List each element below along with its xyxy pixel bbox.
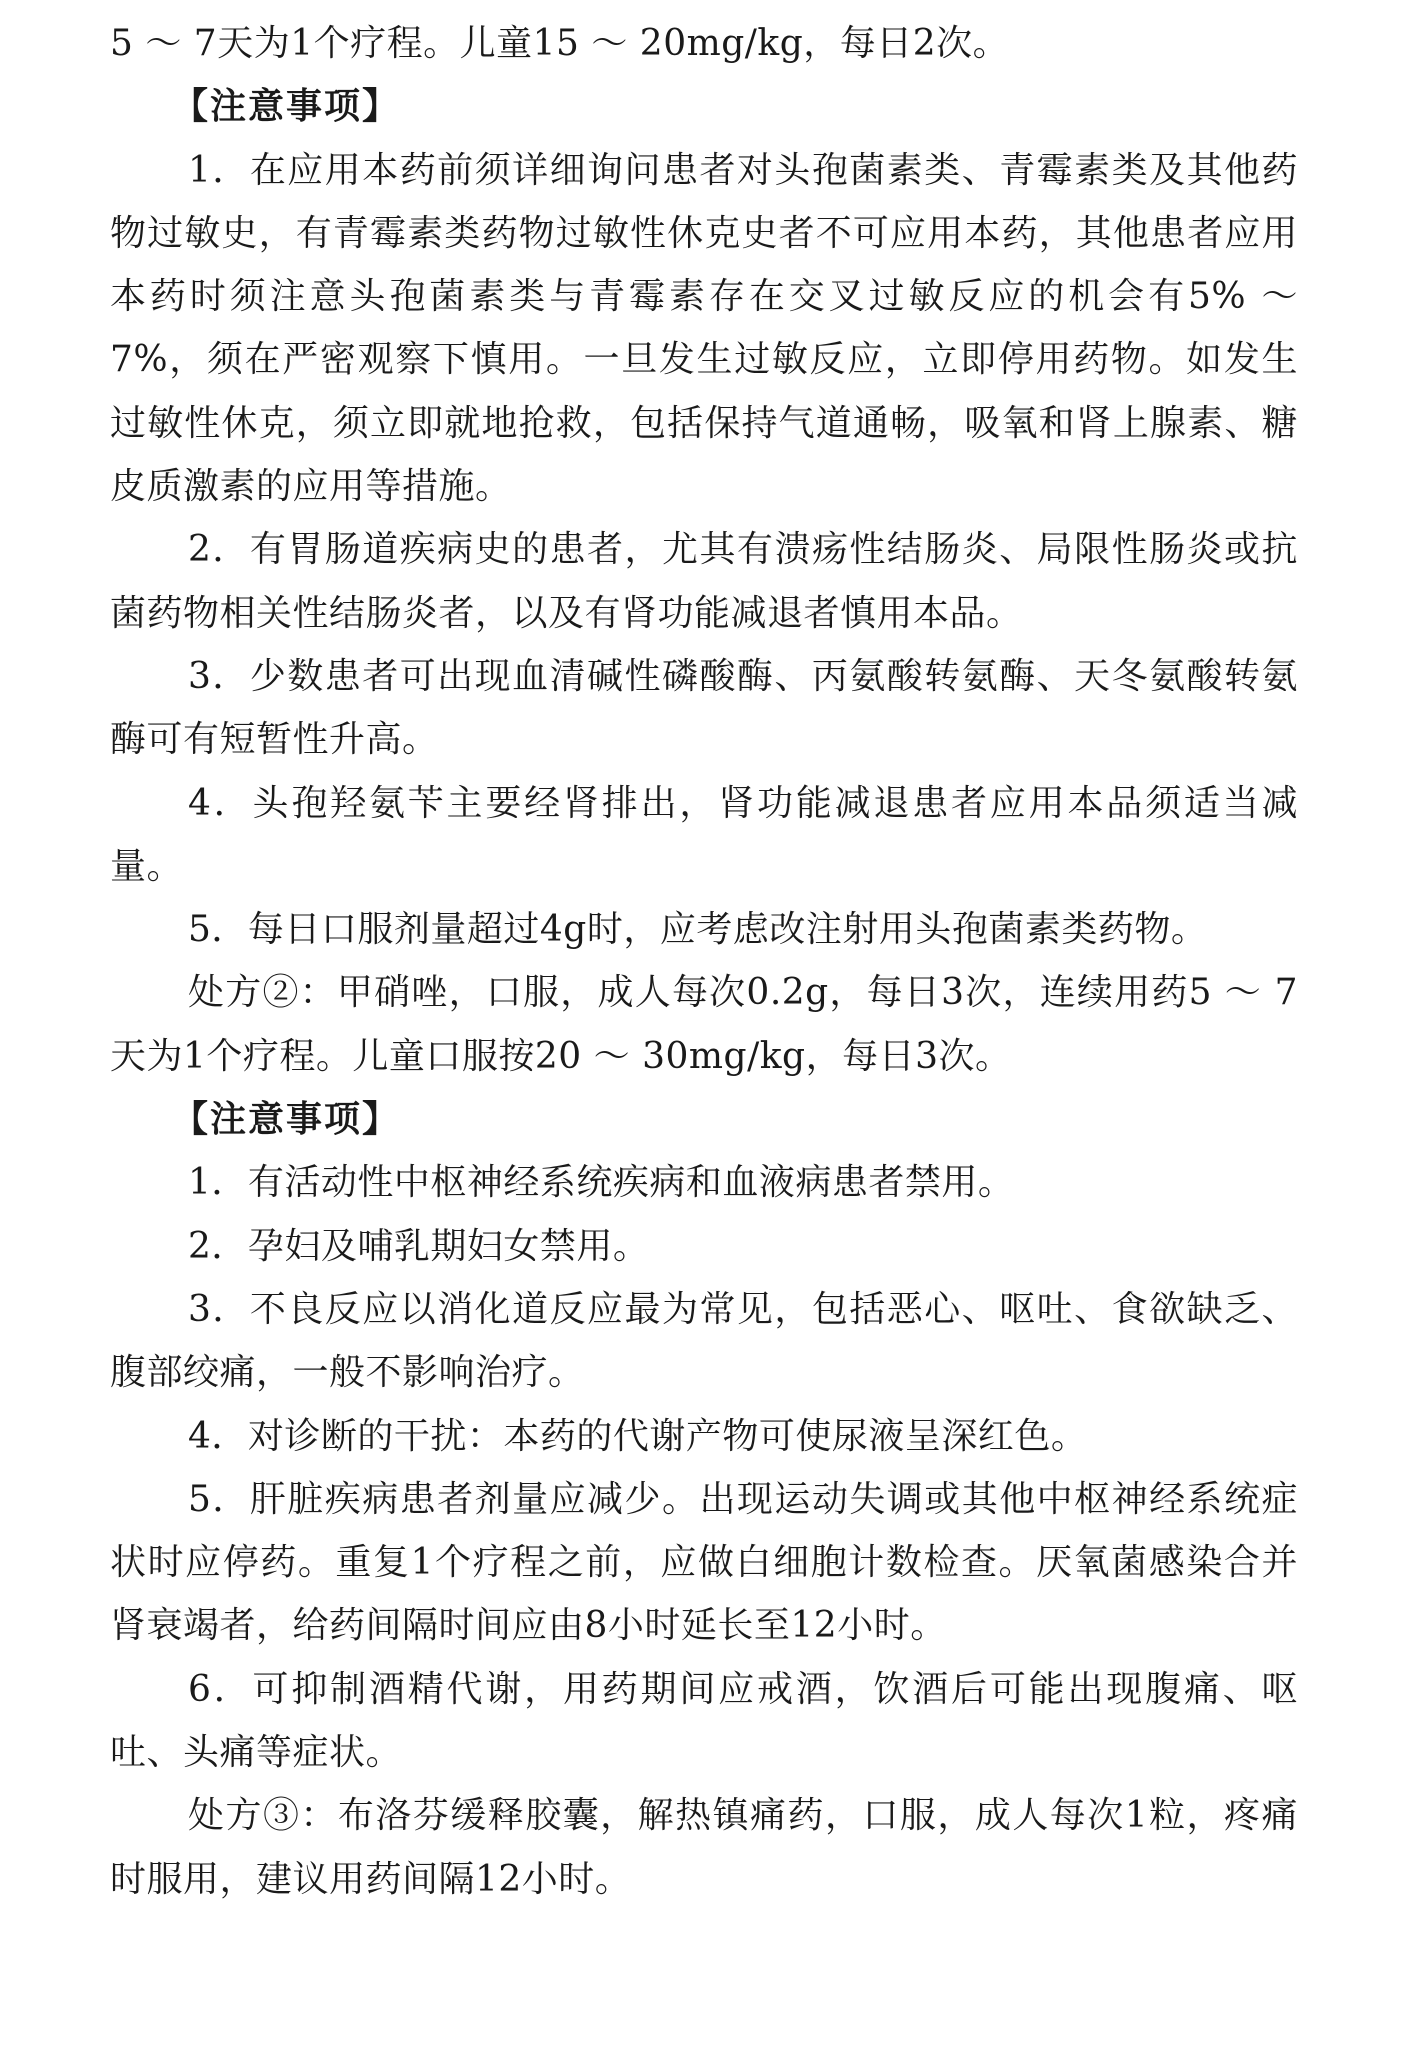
prescription-paragraph: 处方③：布洛芬缓释胶囊，解热镇痛药，口服，成人每次1粒，疼痛时服用，建议用药间隔12小时。 bbox=[110, 1795, 1298, 1900]
precaution-item: 3．不良反应以消化道反应最为常见，包括恶心、呕吐、食欲缺乏、腹部绞痛，一般不影响治疗。 bbox=[110, 1288, 1298, 1394]
precaution-item: 5．每日口服剂量超过4g时，应考虑改注射用头孢菌素类药物。 bbox=[188, 909, 1208, 951]
prescription-paragraph: 处方②：甲硝唑，口服，成人每次0.2g，每日3次，连续用药5 ～ 7天为1个疗程。儿童口服按20 ～ 30mg/kg，每日3次。 bbox=[110, 972, 1298, 1077]
precaution-item: 1．在应用本药前须详细询问患者对头孢菌素类、青霉素类及其他药物过敏史，有青霉素类药物过敏性休克史者不可应用本药，其他患者应用本药时须注意头孢菌素类与青霉素存在交叉过敏反应的机会有5% ～ 7%，须在严密观察下慎用。一旦发生过敏反应，立即停用药物。如发生过敏性休克，须立即就地抢救，包括保持气道通畅，吸氧和肾上腺素、糖皮质激素的应用等措施。 bbox=[110, 149, 1298, 508]
dosage-continuation: 5 ～ 7天为1个疗程。儿童15 ～ 20mg/kg，每日2次。 bbox=[110, 23, 1010, 64]
precaution-item: 6．可抑制酒精代谢，用药期间应戒酒，饮酒后可能出现腹痛、呕吐、头痛等症状。 bbox=[110, 1668, 1298, 1774]
precaution-item: 4．头孢羟氨苄主要经肾排出，肾功能减退患者应用本品须适当减量。 bbox=[110, 782, 1298, 887]
document-body bbox=[110, 12, 1298, 1911]
section-heading-precautions: 【注意事项】 bbox=[172, 86, 401, 128]
precaution-item: 2．孕妇及哺乳期妇女禁用。 bbox=[188, 1225, 650, 1267]
precaution-item: 5．肝脏疾病患者剂量应减少。出现运动失调或其他中枢神经系统症状时应停药。重复1个疗程之前，应做白细胞计数检查。厌氧菌感染合并肾衰竭者，给药间隔时间应由8小时延长至12小时。 bbox=[110, 1478, 1298, 1647]
precaution-item: 3．少数患者可出现血清碱性磷酸酶、丙氨酸转氨酶、天冬氨酸转氨酶可有短暂性升高。 bbox=[110, 655, 1298, 761]
precaution-item: 4．对诊断的干扰：本药的代谢产物可使尿液呈深红色。 bbox=[188, 1415, 1088, 1457]
precaution-item: 1．有活动性中枢神经系统疾病和血液病患者禁用。 bbox=[188, 1162, 1015, 1204]
section-heading-precautions: 【注意事项】 bbox=[172, 1099, 401, 1141]
precaution-item: 2．有胃肠道疾病史的患者，尤其有溃疡性结肠炎、局限性肠炎或抗菌药物相关性结肠炎者，以及有肾功能减退者慎用本品。 bbox=[110, 529, 1298, 634]
